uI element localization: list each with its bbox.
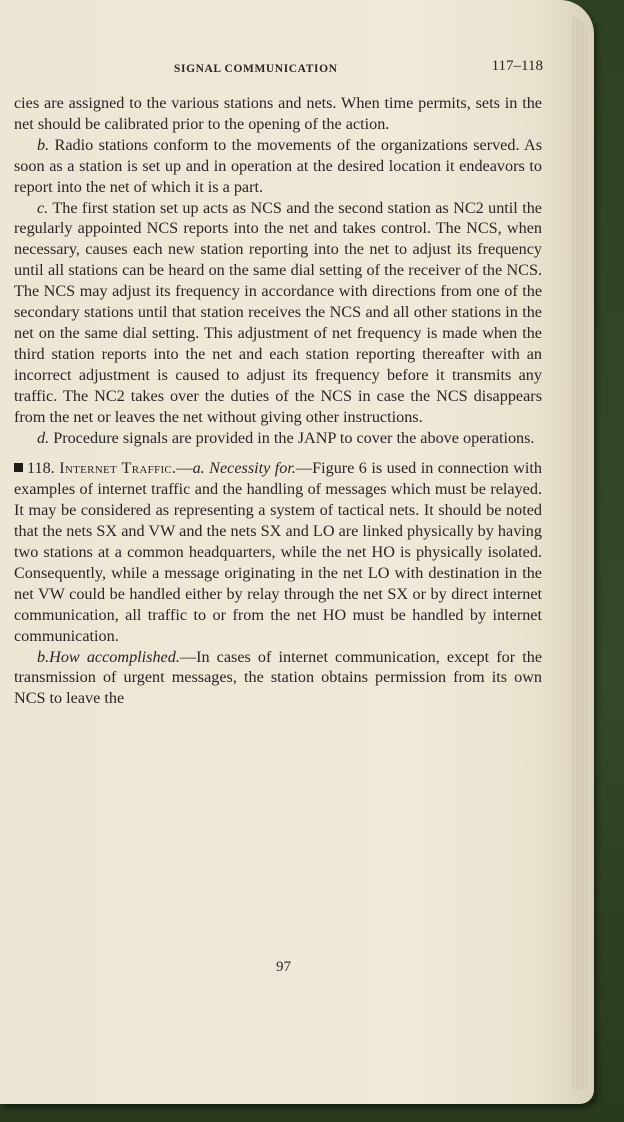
paragraph-label: d. — [37, 428, 50, 447]
paragraph-text: —Figure 6 is used in connection with examples of internet traffic and the handling of messages which must be relayed. It may be considered as representing a system of tactical nets. It should be noted that the nets SX and VW and the nets SX and LO are linked physically by having two stations at a common headquarters, while the net HO is physically isolated. Consequently, while a message originating in the net LO with destination in the net VW could be handled either by relay through the net SX or by direct internet communication, all traffic to or from the net HO must be handled by internet communication. — [14, 459, 542, 645]
paragraph-continuation — [14, 93, 542, 135]
paragraph-118-b — [14, 647, 542, 710]
page-edge-decoration — [572, 18, 588, 1090]
paragraph-text: The first station set up acts as NCS and the second station as NC2 until the regularly appointed NCS reports into the net and takes control. The NCS, when necessary, causes each new station reporting into the net to adjust its frequency until all stations can be heard on the same dial setting of the receiver of the NCS. The NCS may adjust its frequency in accordance with directions from one of the secondary stations until that station receives the NCS and all other stations in the net on the same dial setting. This adjustment of net frequency is made when the third station reports into the net and each station reporting thereafter with an incorrect adjustment is caused to adjust its frequency before it transmits any traffic. The NC2 takes over the duties of the NCS in case the NCS disappears from the net or leaves the net without giving other instructions. — [14, 198, 542, 426]
heading-dash: — — [176, 459, 193, 478]
paragraph-b — [14, 135, 542, 198]
paragraph-label: c. — [37, 198, 49, 217]
section-number: 118. — [27, 459, 55, 478]
subsection-heading: Necessity for. — [209, 459, 296, 478]
paragraph-text: —In cases of internet communication, except for the transmission of urgent messages, the station obtains permission from its own NCS to leave the — [14, 647, 542, 708]
paragraph-d — [14, 428, 542, 449]
paragraph-text: Radio stations conform to the movements of the organizations served. As soon as a station is set up and in operation at the desired location it endeavors to report into the net of which it is a part. — [14, 135, 542, 196]
paragraph-label: b. — [37, 135, 50, 154]
section-heading: Internet Traffic. — [59, 459, 177, 478]
paragraph-text: cies are assigned to the various stations and nets. When time permits, sets in the net should be calibrated prior to the opening of the action. — [14, 94, 542, 133]
paragraph-label: b. — [37, 647, 50, 666]
paragraph-heading: How accomplished. — [49, 647, 180, 666]
subsection-label: a. — [192, 459, 205, 478]
page-number: 97 — [276, 959, 291, 975]
paragraph-text: Procedure signals are provided in the JANP to cover the above operations. — [49, 428, 535, 447]
body-text — [14, 93, 542, 709]
running-head: SIGNAL COMMUNICATION — [174, 63, 338, 75]
page-header — [14, 55, 542, 83]
section-marker-icon — [14, 463, 23, 472]
page-content — [14, 55, 542, 709]
section-range: 117–118 — [491, 58, 543, 74]
paragraph-c — [14, 198, 542, 428]
section-118 — [14, 458, 542, 646]
